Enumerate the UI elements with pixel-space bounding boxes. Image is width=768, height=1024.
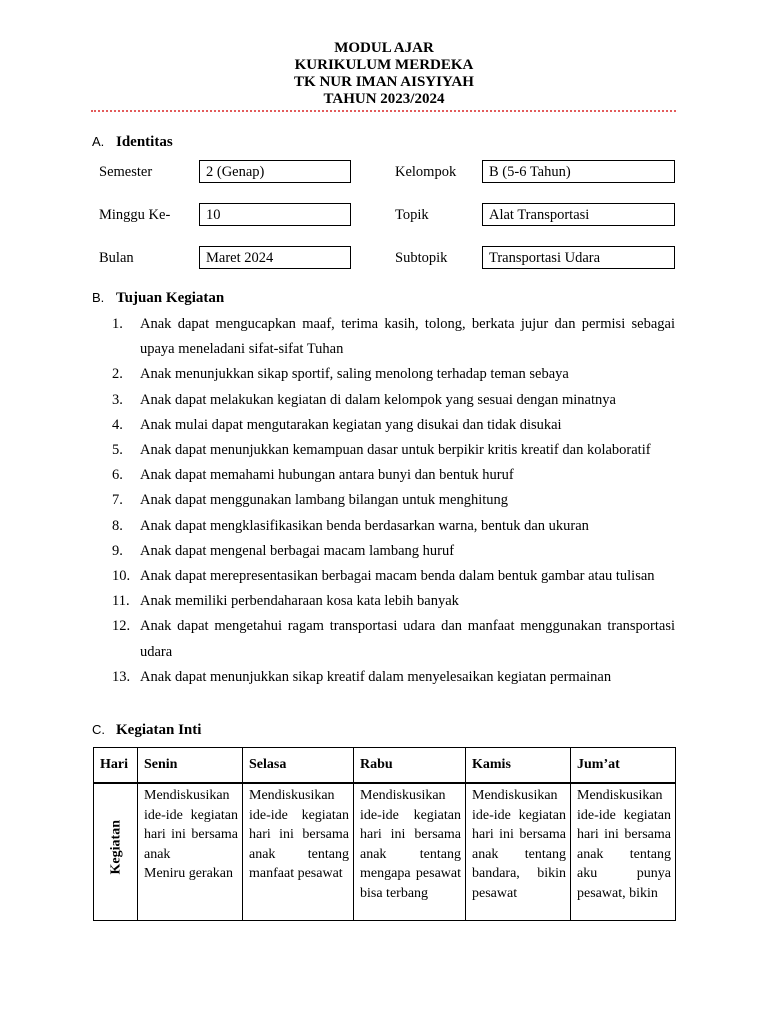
tujuan-number: 9. — [112, 542, 123, 559]
minggu-field[interactable]: 10 — [199, 203, 351, 226]
semester-field[interactable]: 2 (Genap) — [199, 160, 351, 183]
column-header-hari: Hari — [94, 748, 138, 784]
section-title: Identitas — [116, 134, 173, 150]
tujuan-text: Anak dapat menunjukkan sikap kreatif dalam menyelesaikan kegiatan permainan — [140, 668, 612, 685]
tujuan-number: 3. — [112, 391, 123, 408]
tujuan-item — [112, 413, 675, 438]
subtopik-field[interactable]: Transportasi Udara — [482, 246, 675, 269]
tujuan-item — [112, 514, 675, 539]
document-header — [0, 40, 768, 108]
tujuan-number: 13. — [112, 668, 131, 685]
kelompok-label: Kelompok — [395, 164, 457, 180]
tujuan-number: 10. — [112, 568, 131, 585]
cell-selasa: Mendiskusikan ide-ide kegiatan hari ini bersama anak tentang manfaat pesawat — [243, 783, 354, 921]
tujuan-item — [112, 463, 675, 488]
tujuan-text: Anak dapat merepresentasikan berbagai macam benda dalam bentuk gambar atau tulisan — [140, 568, 655, 585]
column-header-selasa: Selasa — [243, 748, 354, 784]
kegiatan-table — [93, 747, 676, 921]
tujuan-number: 11. — [112, 593, 130, 610]
cell-jumat: Mendiskusikan ide-ide kegiatan hari ini bersama anak tentang aku punya pesawat, bikin — [571, 783, 676, 921]
column-header-kamis: Kamis — [466, 748, 571, 784]
section-identitas-heading — [92, 134, 173, 151]
semester-label: Semester — [99, 164, 153, 180]
cell-kamis: Mendiskusikan ide-ide kegiatan hari ini bersama anak tentang bandara, bikin pesawat — [466, 783, 571, 921]
tujuan-item — [112, 312, 675, 362]
bulan-field[interactable]: Maret 2024 — [199, 246, 351, 269]
table-header-row — [94, 748, 676, 784]
minggu-label: Minggu Ke- — [99, 207, 171, 223]
header-curriculum: KURIKULUM MERDEKA — [294, 57, 474, 73]
section-tujuan-heading — [92, 290, 224, 307]
topik-label: Topik — [395, 207, 429, 223]
header-divider — [91, 110, 676, 112]
tujuan-list — [112, 312, 675, 690]
bulan-label: Bulan — [99, 250, 134, 266]
tujuan-text: Anak dapat menggunakan lambang bilangan untuk menghitung — [140, 492, 509, 509]
topik-field[interactable]: Alat Transportasi — [482, 203, 675, 226]
tujuan-item — [112, 438, 675, 463]
tujuan-number: 6. — [112, 467, 123, 484]
tujuan-number: 1. — [112, 316, 123, 332]
tujuan-text: Anak dapat mengetahui ragam transportasi udara dan manfaat menggunakan transportasi udara — [140, 618, 675, 660]
column-header-jumat: Jum’at — [571, 748, 676, 784]
header-school: TK NUR IMAN AISYIYAH — [294, 74, 474, 90]
section-letter: B. — [92, 290, 105, 305]
tujuan-number: 4. — [112, 416, 123, 433]
tujuan-item — [112, 665, 675, 690]
section-letter: A. — [92, 134, 105, 149]
tujuan-text: Anak dapat mengucapkan maaf, terima kasih, tolong, berkata jujur dan permisi sebagai upaya meneladani sifat-sifat Tuhan — [140, 316, 675, 358]
section-title: Tujuan Kegiatan — [116, 290, 225, 306]
subtopik-label: Subtopik — [395, 250, 448, 266]
tujuan-text: Anak dapat menunjukkan kemampuan dasar untuk berpikir kritis kreatif dan kolaboratif — [140, 442, 651, 459]
row-label-cell — [94, 783, 138, 921]
tujuan-text: Anak dapat mengklasifikasikan benda berdasarkan warna, bentuk dan ukuran — [140, 517, 589, 534]
cell-senin: Mendiskusikan ide-ide kegiatan hari ini bersama anak Meniru gerakan — [138, 783, 243, 921]
tujuan-text: Anak memiliki perbendaharaan kosa kata lebih banyak — [140, 593, 459, 610]
tujuan-item — [112, 589, 675, 614]
section-letter: C. — [92, 722, 105, 737]
header-year: TAHUN 2023/2024 — [323, 91, 445, 107]
column-header-senin: Senin — [138, 748, 243, 784]
tujuan-item — [112, 539, 675, 564]
cell-rabu: Mendiskusikan ide-ide kegiatan hari ini bersama anak tentang mengapa pesawat bisa terbang — [354, 783, 466, 921]
section-title: Kegiatan Inti — [116, 722, 202, 738]
tujuan-text: Anak dapat mengenal berbagai macam lambang huruf — [140, 542, 455, 559]
tujuan-item — [112, 362, 675, 387]
kelompok-field[interactable]: B (5-6 Tahun) — [482, 160, 675, 183]
tujuan-text: Anak dapat melakukan kegiatan di dalam kelompok yang sesuai dengan minatnya — [140, 391, 616, 408]
header-title: MODUL AJAR — [334, 40, 434, 56]
tujuan-number: 12. — [112, 618, 131, 635]
tujuan-number: 7. — [112, 492, 123, 509]
section-kegiatan-heading — [92, 722, 201, 739]
tujuan-item — [112, 388, 675, 413]
tujuan-text: Anak mulai dapat mengutarakan kegiatan yang disukai dan tidak disukai — [140, 416, 562, 433]
tujuan-number: 8. — [112, 517, 123, 534]
column-header-rabu: Rabu — [354, 748, 466, 784]
table-row — [94, 783, 676, 921]
tujuan-item — [112, 488, 675, 513]
tujuan-item — [112, 564, 675, 589]
tujuan-number: 2. — [112, 366, 123, 383]
tujuan-text: Anak menunjukkan sikap sportif, saling menolong terhadap teman sebaya — [140, 366, 569, 383]
row-label-kegiatan: Kegiatan — [107, 820, 123, 875]
tujuan-text: Anak dapat memahami hubungan antara bunyi dan bentuk huruf — [140, 467, 514, 484]
tujuan-item — [112, 614, 675, 664]
tujuan-number: 5. — [112, 442, 123, 459]
